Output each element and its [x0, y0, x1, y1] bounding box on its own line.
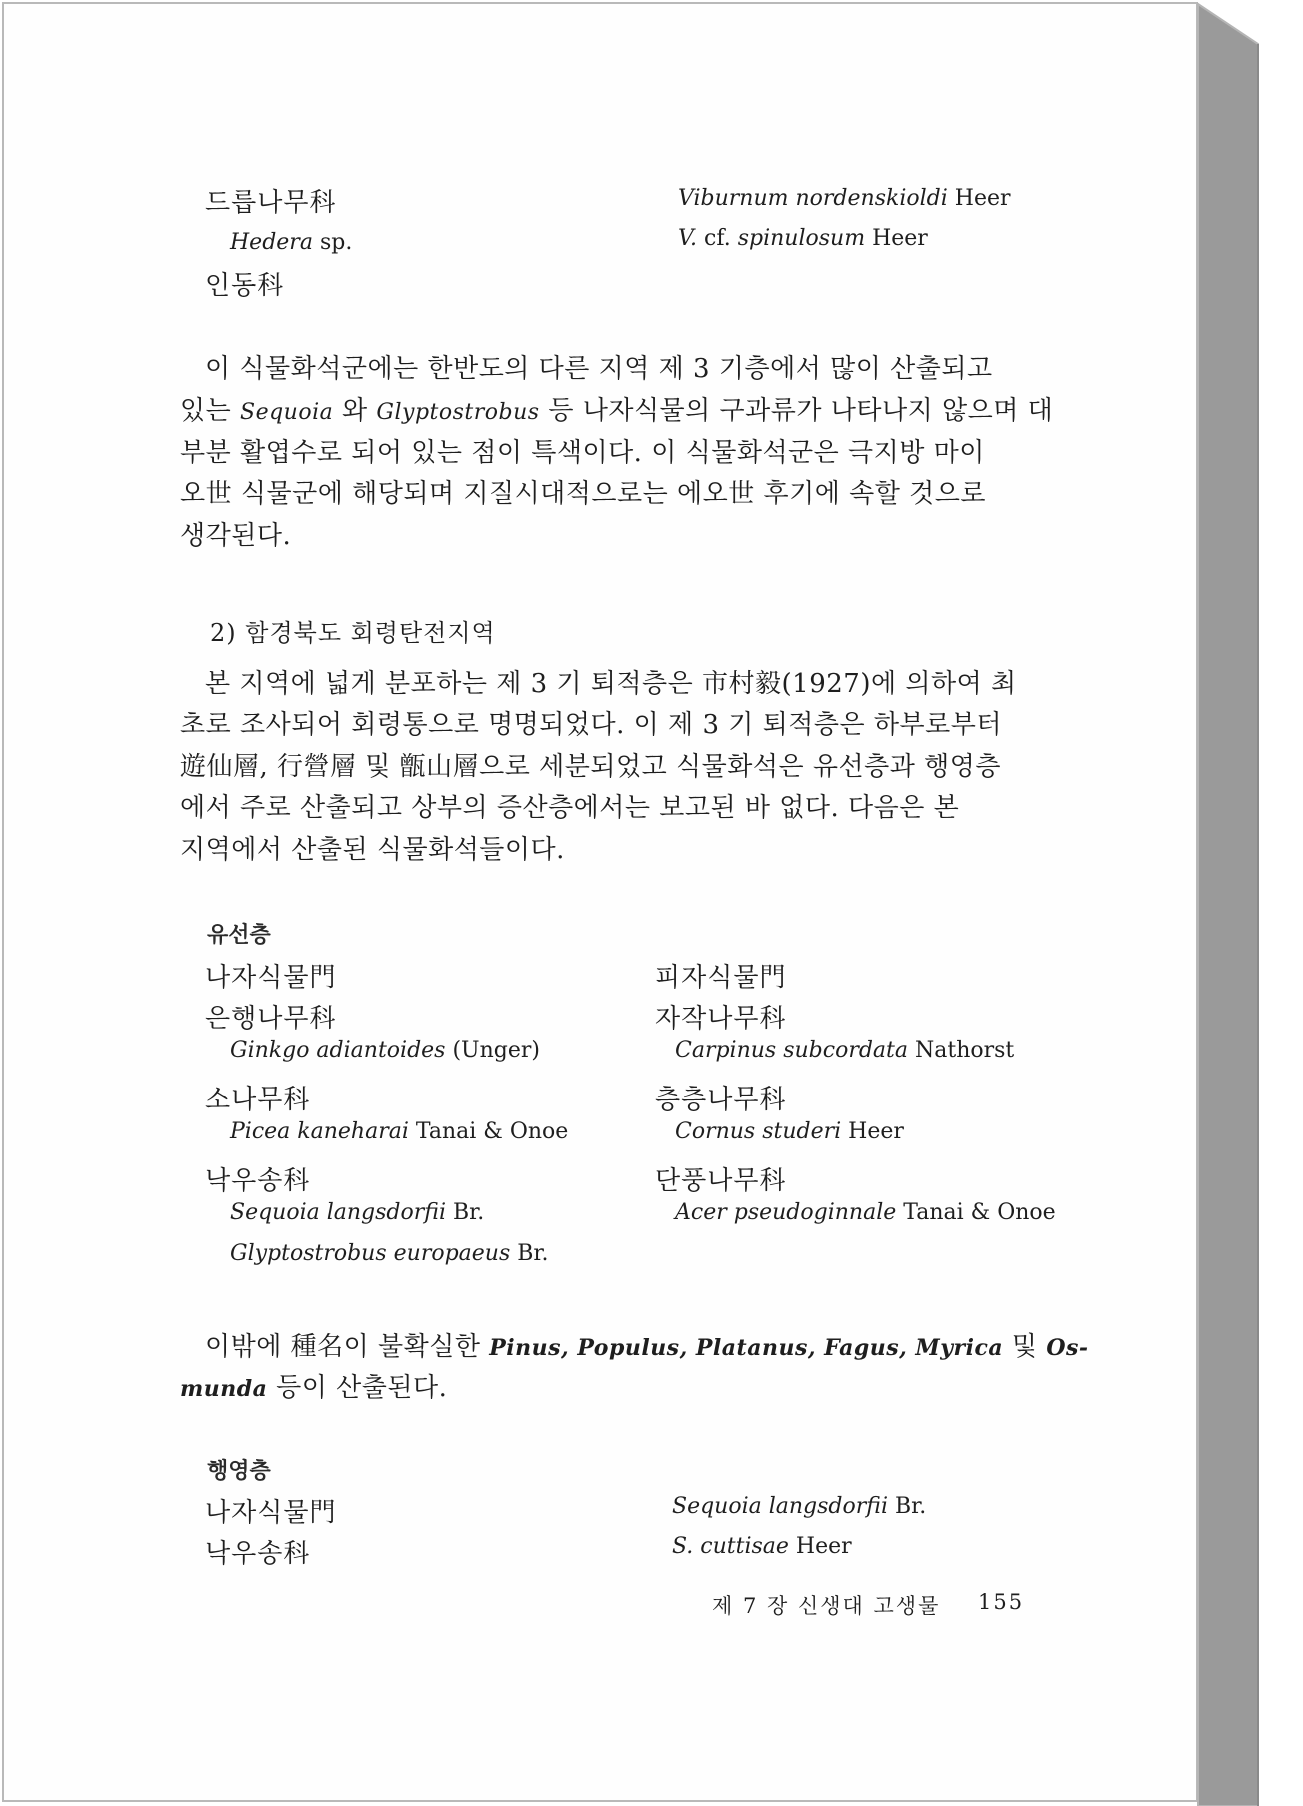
running-footer: 제 7 장 신생대 고생물	[712, 1594, 941, 1618]
family-label: 소나무科	[205, 1084, 311, 1115]
species-entry: Cornus studeri Heer	[675, 1119, 904, 1144]
species-entry: Carpinus subcordata Nathorst	[675, 1038, 1015, 1063]
family-label: 인동科	[205, 271, 285, 301]
species-entry: Viburnum nordenskioldi Heer	[678, 186, 1011, 211]
family-label: 층층나무科	[655, 1084, 787, 1115]
paragraph-line: 오世 식물군에 해당되며 지질시대적으로는 에오世 후기에 속할 것으로	[180, 479, 986, 509]
paragraph-line: 본 지역에 넓게 분포하는 제 3 기 퇴적층은 市村毅(1927)에 의하여 최	[205, 669, 1017, 699]
family-label: 낙우송科	[205, 1539, 311, 1569]
family-label: 은행나무科	[205, 1003, 337, 1034]
species-entry: Picea kaneharai Tanai & Onoe	[230, 1119, 569, 1144]
family-label: 자작나무科	[655, 1003, 787, 1034]
paragraph-line: 에서 주로 산출되고 상부의 증산층에서는 보고된 바 없다. 다음은 본	[180, 793, 960, 823]
species-entry: Acer pseudoginnale Tanai & Onoe	[675, 1200, 1056, 1225]
species-entry: S. cuttisae Heer	[672, 1534, 852, 1559]
family-label: 단풍나무科	[655, 1165, 787, 1196]
paragraph-line: 이밖에 種名이 불확실한 Pinus, Populus, Platanus, Fagus, Myrica 및 Os-	[205, 1332, 1089, 1362]
species-entry: Ginkgo adiantoides (Unger)	[230, 1038, 540, 1063]
species-entry: Hedera sp.	[230, 230, 353, 255]
paragraph-line: munda 등이 산출된다.	[180, 1373, 448, 1403]
family-label: 드릅나무科	[205, 188, 337, 218]
paragraph-line: 생각된다.	[180, 521, 292, 551]
paragraph-line: 부분 활엽수로 되어 있는 점이 특색이다. 이 식물화석군은 극지방 마이	[180, 438, 985, 468]
paragraph-line: 초로 조사되어 회령통으로 명명되었다. 이 제 3 기 퇴적층은 하부로부터	[180, 710, 1002, 740]
paragraph-line: 이 식물화석군에는 한반도의 다른 지역 제 3 기층에서 많이 산출되고	[205, 354, 993, 384]
paragraph-line: 지역에서 산출된 식물화석들이다.	[180, 835, 565, 865]
paragraph-line: 있는 Sequoia 와 Glyptostrobus 등 나자식물의 구과류가 나타나지 않으며 대	[180, 396, 1054, 426]
family-label: 나자식물門	[205, 963, 337, 993]
species-entry: Glyptostrobus europaeus Br.	[230, 1240, 549, 1266]
species-entry: Sequoia langsdorfii Br.	[672, 1494, 927, 1519]
family-label: 낙우송科	[205, 1165, 311, 1196]
species-entry: V. cf. spinulosum Heer	[678, 226, 928, 251]
paragraph-line: 遊仙層, 行營層 및 甑山層으로 세분되었고 식물화석은 유선층과 행영층	[180, 752, 1001, 782]
layer-title: 유선층	[207, 923, 271, 948]
family-label: 나자식물門	[205, 1498, 337, 1528]
page-number: 155	[978, 1590, 1025, 1614]
family-label: 피자식물門	[655, 963, 787, 993]
species-entry: Sequoia langsdorfii Br.	[230, 1200, 485, 1225]
layer-title: 행영층	[207, 1459, 271, 1484]
section-heading: 2) 함경북도 회령탄전지역	[210, 619, 496, 647]
